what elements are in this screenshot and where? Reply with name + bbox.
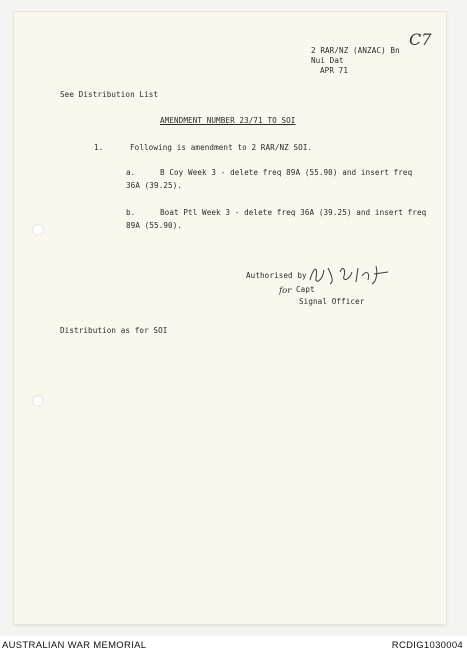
item-b-line2: 89A (55.90). xyxy=(126,221,183,230)
item-b-letter: b. xyxy=(126,208,136,217)
unit-name: 2 RAR/NZ (ANZAC) Bn xyxy=(311,46,400,55)
page-mark: C7 xyxy=(409,30,432,49)
para-number: 1. xyxy=(94,143,104,152)
rank: Capt xyxy=(296,285,315,294)
document-title: AMENDMENT NUMBER 23/71 TO SOI xyxy=(160,116,296,125)
punch-hole-bottom xyxy=(32,395,44,407)
signature-scribble xyxy=(306,262,392,288)
rank-prefix: for xyxy=(279,286,292,296)
footer-institution: AUSTRALIAN WAR MEMORIAL xyxy=(2,640,147,651)
item-a-line1: B Coy Week 3 - delete freq 89A (55.90) and insert freq xyxy=(160,168,413,177)
document-page xyxy=(14,12,446,624)
role: Signal Officer xyxy=(299,297,365,306)
date: APR 71 xyxy=(320,66,349,75)
para-text: Following is amendment to 2 RAR/NZ SOI. xyxy=(130,143,313,152)
distribution-line: Distribution as for SOI xyxy=(60,326,168,335)
location: Nui Dat xyxy=(311,56,344,65)
addressee: See Distribution List xyxy=(60,90,159,99)
item-a-line2: 36A (39.25). xyxy=(126,181,183,190)
item-a-letter: a. xyxy=(126,168,136,177)
item-b-line1: Boat Ptl Week 3 - delete freq 36A (39.25) and insert freq xyxy=(160,208,427,217)
authorised-by-label: Authorised by xyxy=(246,271,307,280)
footer-reference: RCDIG1030004 xyxy=(391,640,463,651)
punch-hole-top xyxy=(32,224,44,236)
